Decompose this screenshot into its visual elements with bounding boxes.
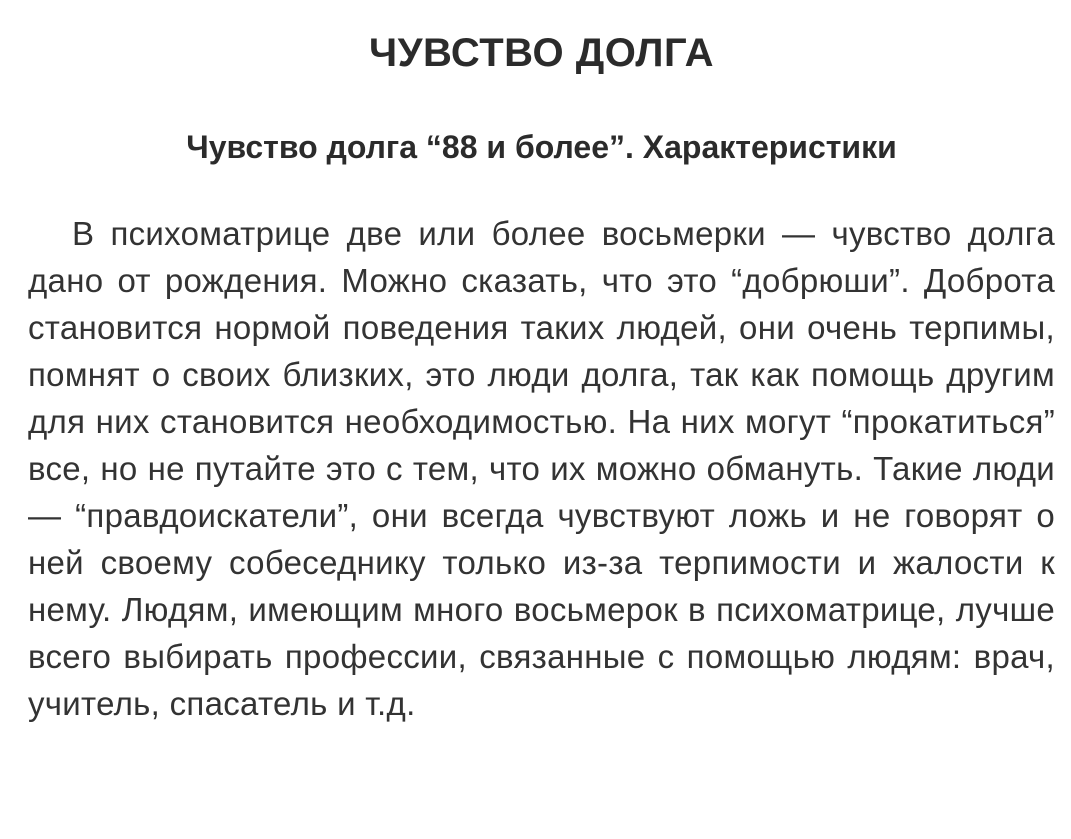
article-paragraph: В психоматрице две или более восьмерки — чувство долга дано от рождения. Можно сказать, что это “добрюши”. Доброта становится нормой поведения таких людей, они очень терпимы, помнят о своих близких, это люди долга, так как помощь другим для них становится необходимостью. На них могут “прокатиться” все, но не путайте это с тем, что их можно обмануть. Такие люди — “правдоискатели”, они всегда чувствуют ложь и не говорят о ней своему собеседнику только из-за терпимости и жалости к нему. Людям, имеющим много восьмерок в психоматрице, лучше всего выбирать профессии, связанные с помощью людям: врач, учитель, спасатель и т.д.	[28, 215, 1055, 722]
article-subtitle: Чувство долга “88 и более”. Характеристики	[186, 129, 897, 165]
article-title: ЧУВСТВО ДОЛГА	[368, 31, 714, 75]
